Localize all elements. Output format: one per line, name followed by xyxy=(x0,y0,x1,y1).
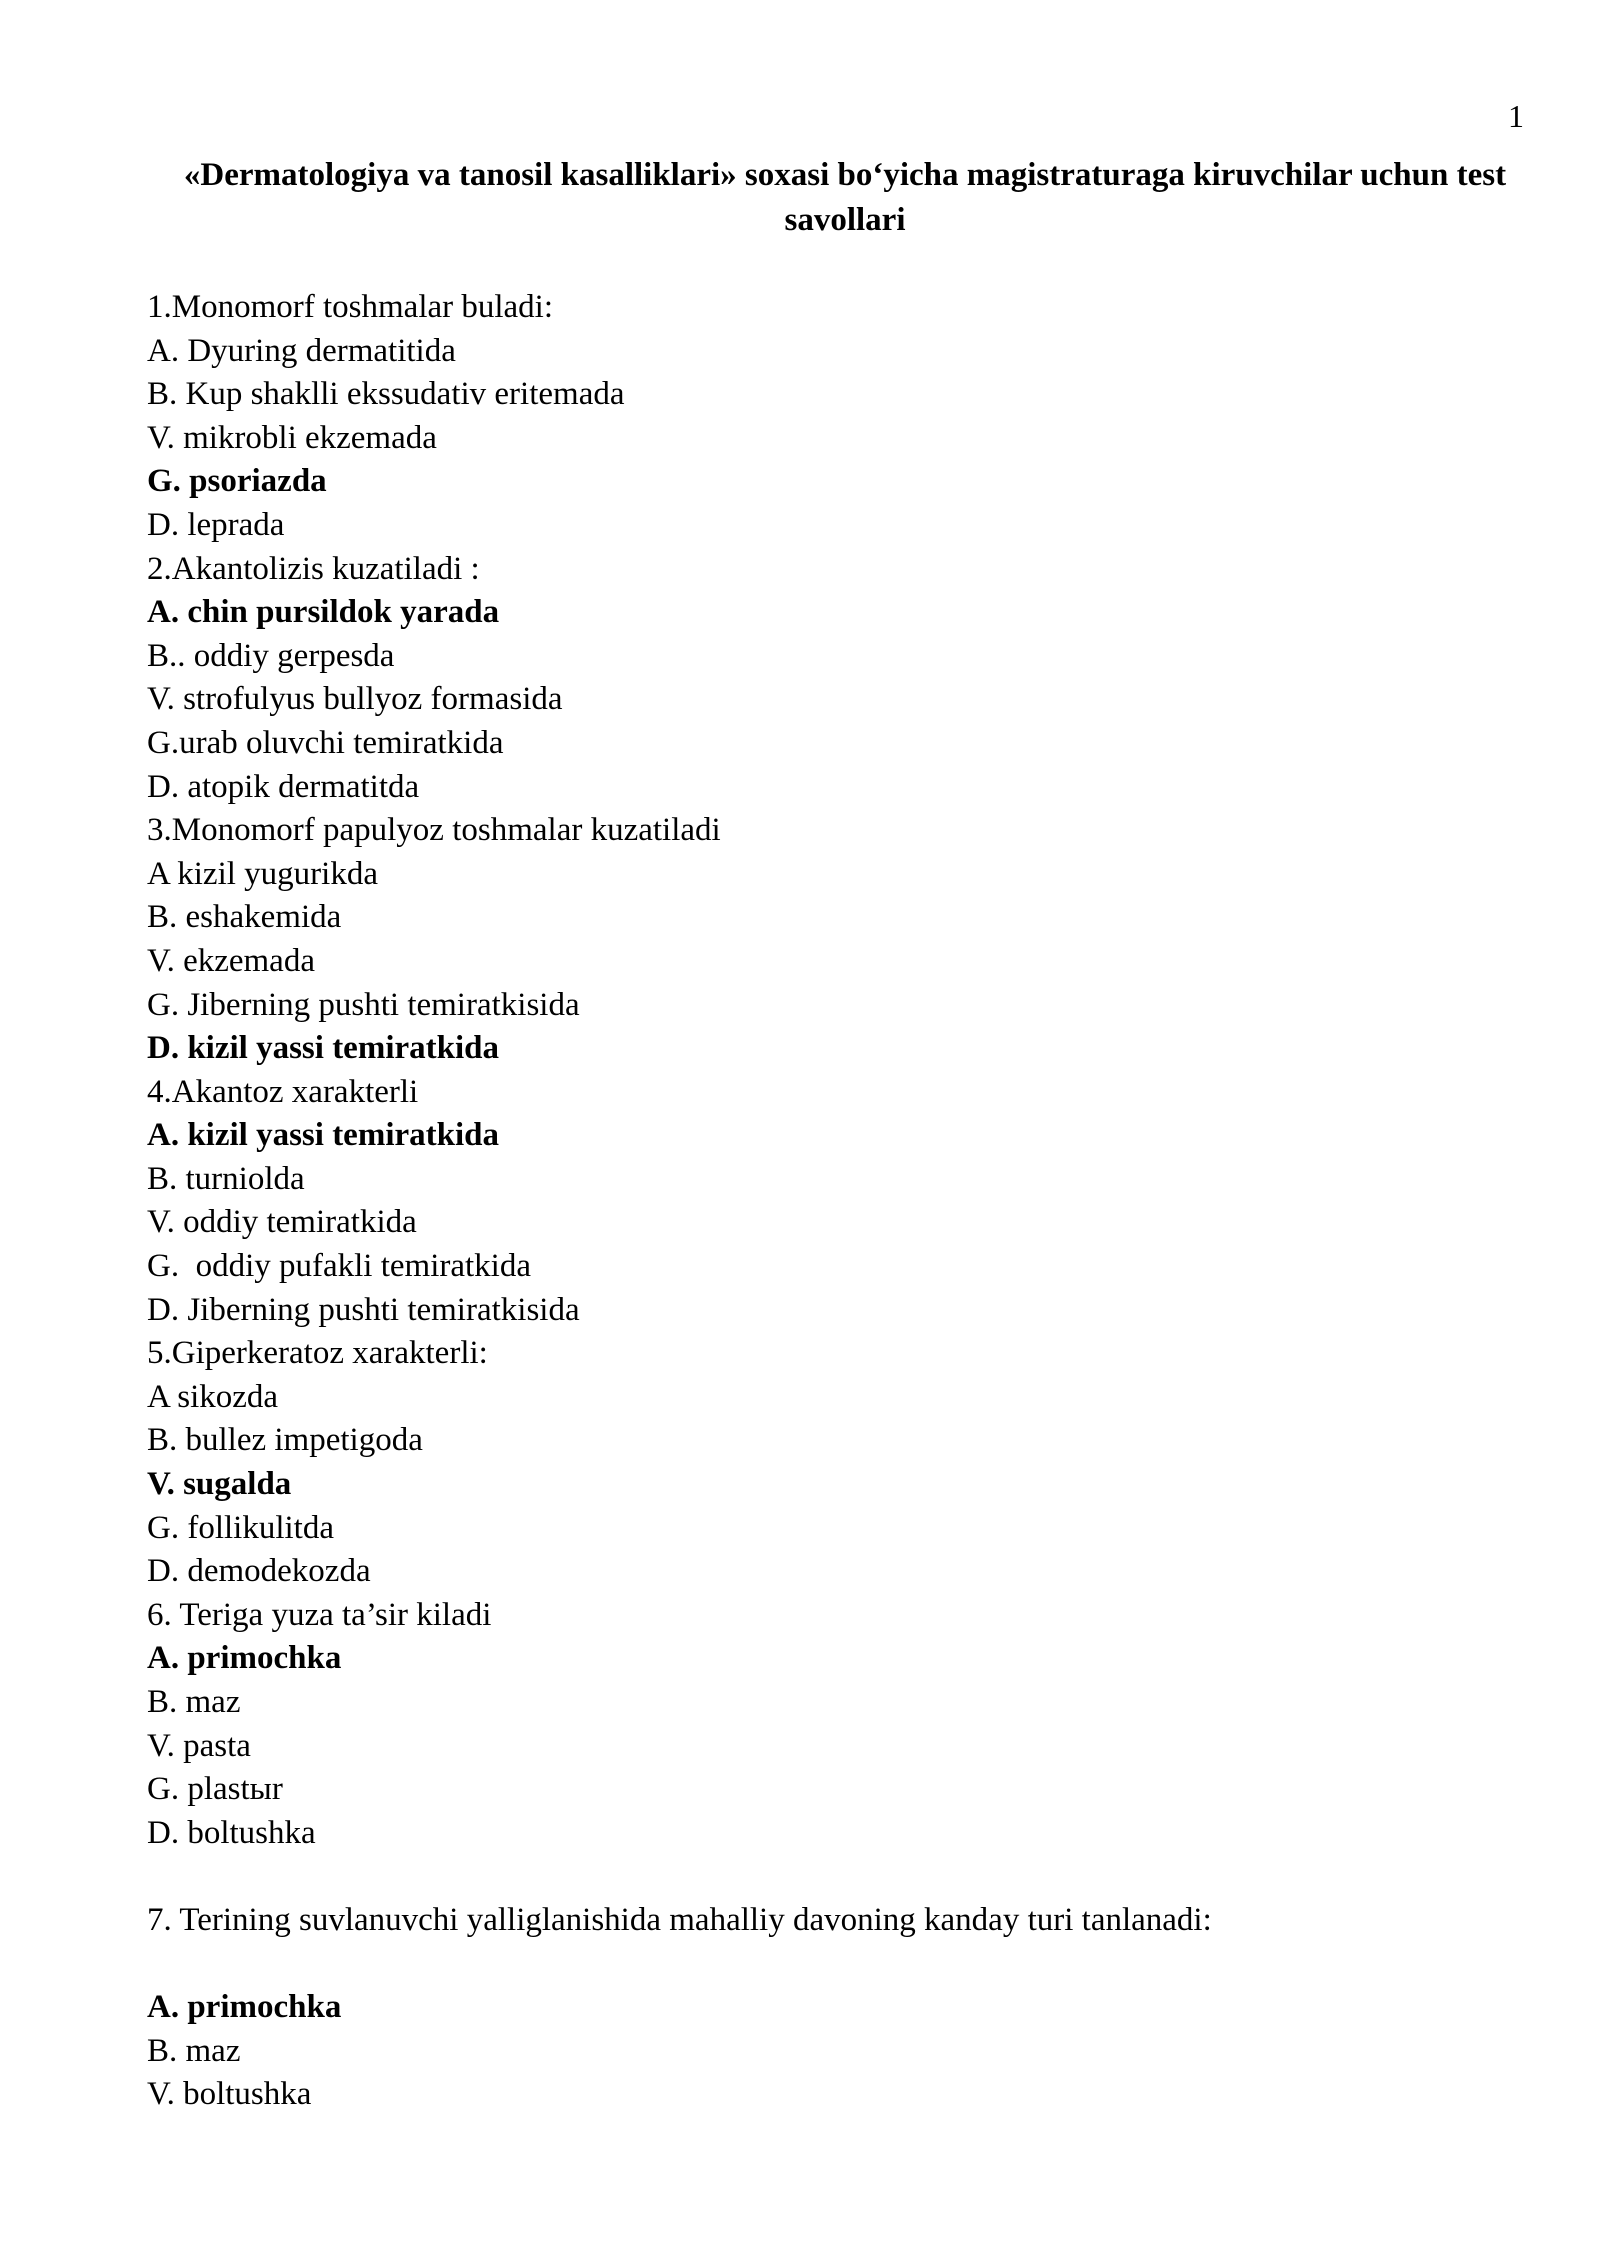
answer-option: D. boltushka xyxy=(147,1814,316,1851)
answer-option: D. leprada xyxy=(147,506,285,543)
answer-option: V. ekzemada xyxy=(147,942,315,979)
answer-option: D. Jiberning pushti temiratkisida xyxy=(147,1291,580,1328)
question-text: 1.Monomorf toshmalar buladi: xyxy=(147,289,554,325)
question-text: 5.Giperkeratoz xarakterli: xyxy=(147,1335,488,1372)
question-list xyxy=(147,286,1497,2117)
answer-option-correct: V. sugalda xyxy=(147,1466,292,1503)
question-block xyxy=(147,1332,1497,1594)
answer-option: G. oddiy pufakli temiratkida xyxy=(147,1248,531,1285)
question-text: 3.Monomorf papulyoz toshmalar kuzatiladi xyxy=(147,812,721,849)
answer-option-correct: A. primochka xyxy=(147,1640,342,1677)
answer-option: B. maz xyxy=(147,1684,241,1720)
answer-option: G. plastыr xyxy=(147,1771,283,1808)
answer-option: G. follikulitda xyxy=(147,1509,334,1546)
question-text: 6. Teriga yuza ta’sir kiladi xyxy=(147,1596,492,1633)
question-block xyxy=(147,548,1497,810)
answer-option: B. maz xyxy=(147,2032,241,2069)
question-block xyxy=(147,1071,1497,1333)
answer-option: A sikozda xyxy=(147,1378,279,1415)
answer-option: V. strofulyus bullyoz formasida xyxy=(147,681,563,718)
answer-option: G.urab oluvchi temiratkida xyxy=(147,724,504,761)
page-number: 1 xyxy=(1508,98,1524,134)
answer-option-correct: A. kizil yassi temiratkida xyxy=(147,1117,499,1154)
answer-option: V. boltushka xyxy=(147,2076,312,2113)
answer-option: D. demodekozda xyxy=(147,1553,371,1590)
answer-option: G. Jiberning pushti temiratkisida xyxy=(147,986,580,1023)
answer-option-correct: G. psoriazda xyxy=(147,463,327,500)
question-text: 4.Akantoz xarakterli xyxy=(147,1073,419,1110)
answer-option: B.. oddiy gerpesda xyxy=(147,637,395,674)
answer-option-correct: A. chin pursildok yarada xyxy=(147,594,500,631)
answer-option: B. eshakemida xyxy=(147,899,342,936)
answer-option: V. mikrobli ekzemada xyxy=(147,419,437,456)
answer-option: A. Dyuring dermatitida xyxy=(147,332,456,369)
answer-option-correct: A. primochka xyxy=(147,1989,342,2026)
question-block xyxy=(147,809,1497,1071)
document-title: «Dermatologiya va tanosil kasalliklari» soxasi bo‘yicha magistraturaga kiruvchilar uchun test savollari xyxy=(183,157,1507,238)
question-block xyxy=(147,1594,1497,1856)
answer-option-correct: D. kizil yassi temiratkida xyxy=(147,1030,499,1067)
question-text: 2.Akantolizis kuzatiladi : xyxy=(147,550,480,587)
answer-option: B. Kup shaklli ekssudativ eritemada xyxy=(147,376,625,413)
answer-option: B. bullez impetigoda xyxy=(147,1422,423,1459)
question-text: 7. Terining suvlanuvchi yalliglanishida mahalliy davoning kanday turi tanlanadi: xyxy=(147,1901,1212,1938)
question-block xyxy=(147,286,1497,548)
answer-option: V. pasta xyxy=(147,1727,251,1764)
answer-option: D. atopik dermatitda xyxy=(147,768,420,805)
answer-option: B. turniolda xyxy=(147,1160,305,1197)
question-block xyxy=(147,1899,1497,2117)
answer-option: V. oddiy temiratkida xyxy=(147,1204,417,1241)
answer-option: A kizil yugurikda xyxy=(147,855,378,892)
